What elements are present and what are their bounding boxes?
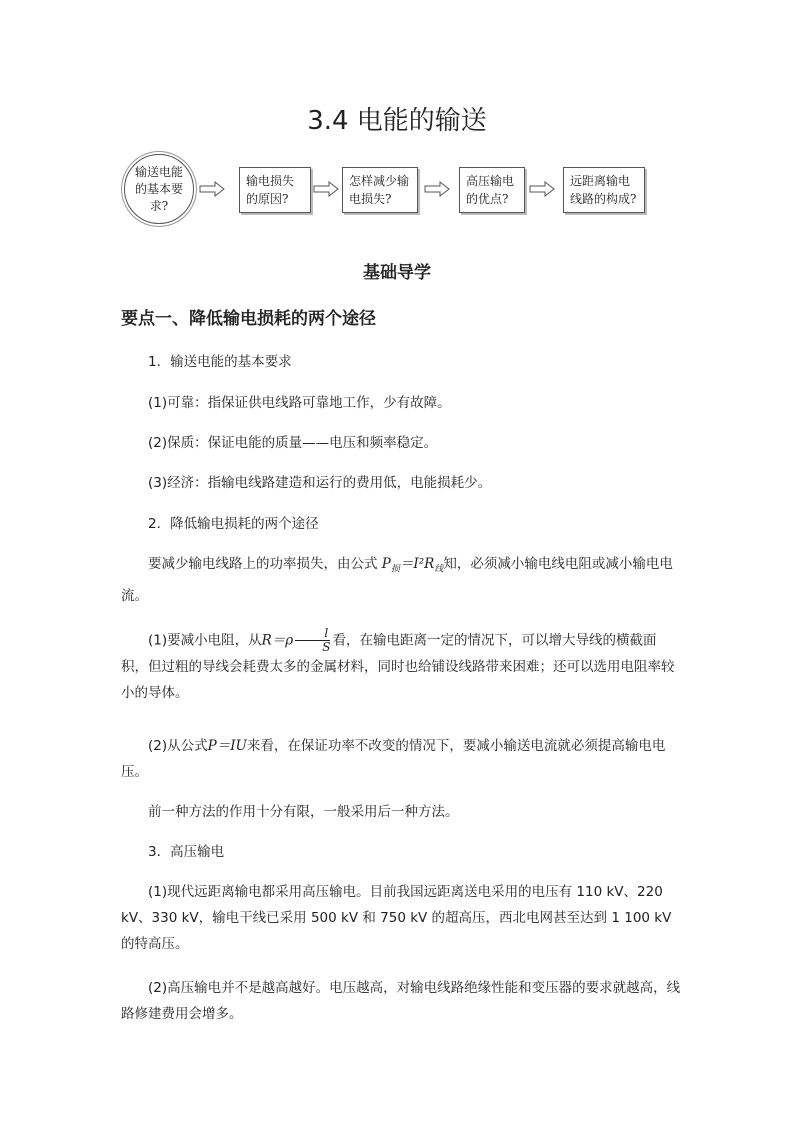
arrow-icon — [424, 181, 450, 197]
paragraph — [121, 551, 681, 609]
formula: $P_损=I^2R_线$ — [381, 556, 444, 575]
paragraph: 前一种方法的作用十分有限，一般采用后一种方法。 — [148, 804, 459, 820]
flow-step-4: 远距离输电线路的构成? — [563, 167, 645, 213]
paragraph: 1．输送电能的基本要求 — [148, 354, 292, 370]
text-run: 看，在输电距离一定的情况下，可以增大导线的横截面积，但过粗的导线会耗费太多的金属材料，同时也给铺设线路带来困难；还可以选用电阻率较小的导体。 — [121, 632, 675, 701]
flow-start-node: 输送电能的基本要求? — [124, 154, 194, 224]
paragraph: (3)经济：指输电线路建造和运行的费用低，电能损耗少。 — [148, 475, 492, 491]
fraction: $\frac{l}{S}$ — [295, 627, 330, 654]
page-title: 3.4 电能的输送 — [307, 106, 487, 136]
flow-step-3: 高压输电的优点? — [459, 167, 525, 213]
arrow-icon — [199, 181, 225, 197]
flow-step-1: 输电损失的原因? — [239, 167, 311, 213]
arrow-icon — [529, 181, 555, 197]
paragraph: 2．降低输电损耗的两个途径 — [148, 516, 319, 532]
paragraph: (1)可靠：指保证供电线路可靠地工作，少有故障。 — [148, 395, 451, 411]
paragraph: (2)高压输电并不是越高越好。电压越高，对输电线路绝缘性能和变压器的要求就越高，线路修建费用会增多。 — [121, 980, 681, 1022]
paragraph: (1)现代远距离输电都采用高压输电。目前我国远距离送电采用的电压有 110 kV、220 kV、330 kV，输电干线已采用 500 kV 和 750 kV 的超高压，西北电网甚至达到 1 100 kV 的特高压。 — [121, 884, 672, 952]
paragraph: 3．高压输电 — [148, 844, 225, 860]
paragraph: (2)保质：保证电能的质量——电压和频率稳定。 — [148, 435, 438, 451]
paragraph — [121, 627, 681, 706]
formula: R＝ρ — [261, 632, 294, 649]
flow-step-2: 怎样减少输电损失? — [342, 167, 418, 213]
text-run: 来看，在保证功率不改变的情况下，要减小输送电流就必须提高输电电压。 — [121, 738, 666, 780]
flowchart — [0, 0, 794, 240]
text-run: (2)从公式 — [148, 738, 208, 754]
text-run: 知，必须减小输电线电阻或减小输电电流。 — [121, 556, 673, 604]
text-run: 要减少输电线路上的功率损失，由公式 — [148, 556, 378, 572]
text-run: (1)要减小电阻，从 — [148, 632, 262, 649]
paragraph — [121, 733, 681, 785]
section-heading: 基础导学 — [363, 263, 431, 283]
formula: P＝IU — [207, 738, 247, 754]
arrow-icon — [313, 181, 339, 197]
subsection-heading: 要点一、降低输电损耗的两个途径 — [121, 309, 376, 329]
